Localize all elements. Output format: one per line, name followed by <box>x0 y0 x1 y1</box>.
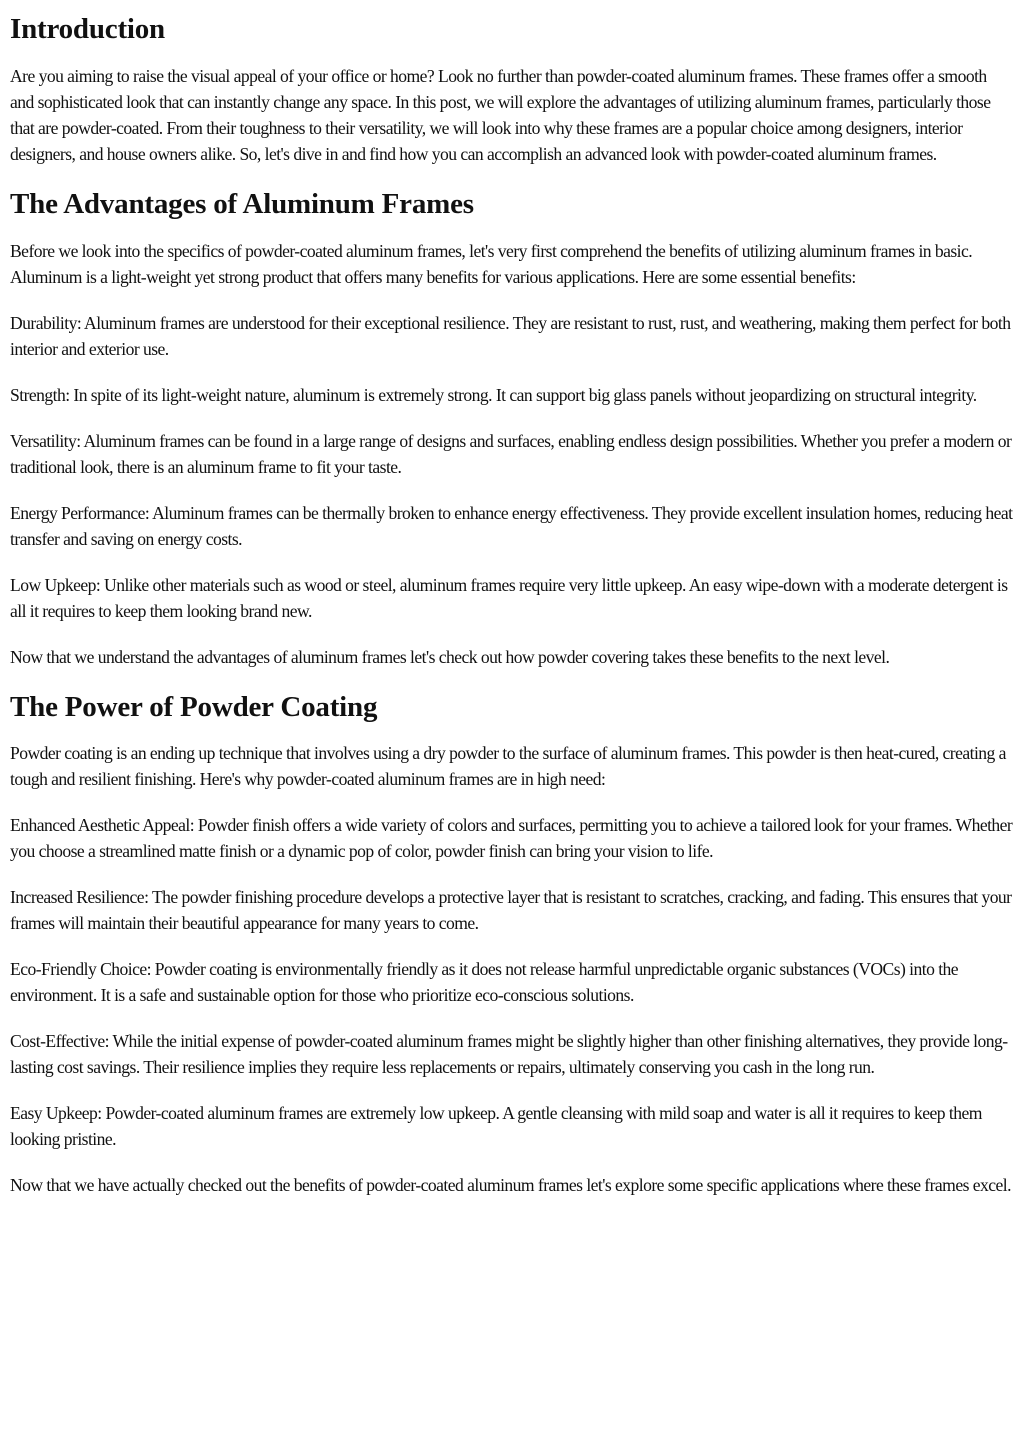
paragraph-low-upkeep: Low Upkeep: Unlike other materials such as wood or steel, aluminum frames require very little upkeep. An easy wipe-down with a moderate detergent is all it requires to keep them looking brand new. <box>10 574 1008 621</box>
paragraph-durability: Durability: Aluminum frames are understood for their exceptional resilience. They are resistant to rust, rust, and weathering, making them perfect for both interior and exterior use. <box>10 312 1011 359</box>
paragraph-aesthetic-appeal: Enhanced Aesthetic Appeal: Powder finish offers a wide variety of colors and surfaces, permitting you to achieve a tailored look for your frames. Whether you choose a streamlined matte finish or a dynamic pop of color, powder finish can bring your vision to life. <box>10 815 1013 862</box>
section-powder-coating <box>10 690 1014 1199</box>
section-introduction <box>10 12 1014 167</box>
heading-powder-coating: The Power of Powder Coating <box>10 690 378 723</box>
section-advantages <box>10 187 1014 670</box>
paragraph-intro: Are you aiming to raise the visual appeal of your office or home? Look no further than powder-coated aluminum frames. These frames offer a smooth and sophisticated look that can instantly change any space. In this post, we will explore the advantages of utilizing aluminum frames, particularly those that are powder-coated. From their toughness to their versatility, we will look into why these frames are a popular choice among designers, interior designers, and house owners alike. So, let's dive in and find how you can accomplish an advanced look with powder-coated aluminum frames. <box>10 65 991 164</box>
paragraph-easy-upkeep: Easy Upkeep: Powder-coated aluminum frames are extremely low upkeep. A gentle cleansing with mild soap and water is all it requires to keep them looking pristine. <box>10 1103 982 1150</box>
paragraph-strength: Strength: In spite of its light-weight nature, aluminum is extremely strong. It can support big glass panels without jeopardizing on structural integrity. <box>10 384 977 405</box>
paragraph-cost-effective: Cost-Effective: While the initial expense of powder-coated aluminum frames might be slightly higher than other finishing alternatives, they provide long-lasting cost savings. Their resilience implies they require less replacements or repairs, ultimately conserving you cash in the long run. <box>10 1031 1008 1078</box>
paragraph-powder-outro: Now that we have actually checked out the benefits of powder-coated aluminum frames let's explore some specific applications where these frames excel. <box>10 1175 1011 1196</box>
paragraph-increased-resilience: Increased Resilience: The powder finishing procedure develops a protective layer that is resistant to scratches, cracking, and fading. This ensures that your frames will maintain their beautiful appearance for many years to come. <box>10 887 1012 934</box>
paragraph-energy-performance: Energy Performance: Aluminum frames can be thermally broken to enhance energy effectiveness. They provide excellent insulation homes, reducing heat transfer and saving on energy costs. <box>10 502 1013 549</box>
paragraph-advantages-outro: Now that we understand the advantages of aluminum frames let's check out how powder covering takes these benefits to the next level. <box>10 646 890 667</box>
paragraph-versatility: Versatility: Aluminum frames can be found in a large range of designs and surfaces, enabling endless design possibilities. Whether you prefer a modern or traditional look, there is an aluminum frame to fit your taste. <box>10 430 1012 477</box>
heading-advantages: The Advantages of Aluminum Frames <box>10 187 474 220</box>
paragraph-advantages-intro: Before we look into the specifics of powder-coated aluminum frames, let's very first comprehend the benefits of utilizing aluminum frames in basic. Aluminum is a light-weight yet strong product that offers many benefits for various applications. Here are some essential benefits: <box>10 240 973 287</box>
paragraph-eco-friendly: Eco-Friendly Choice: Powder coating is environmentally friendly as it does not release harmful unpredictable organic substances (VOCs) into the environment. It is a safe and sustainable option for those who prioritize eco-conscious solutions. <box>10 959 959 1006</box>
paragraph-powder-intro: Powder coating is an ending up technique that involves using a dry powder to the surface of aluminum frames. This powder is then heat-cured, creating a tough and resilient finishing. Here's why powder-coated aluminum frames are in high need: <box>10 743 1006 790</box>
heading-introduction: Introduction <box>10 13 165 45</box>
